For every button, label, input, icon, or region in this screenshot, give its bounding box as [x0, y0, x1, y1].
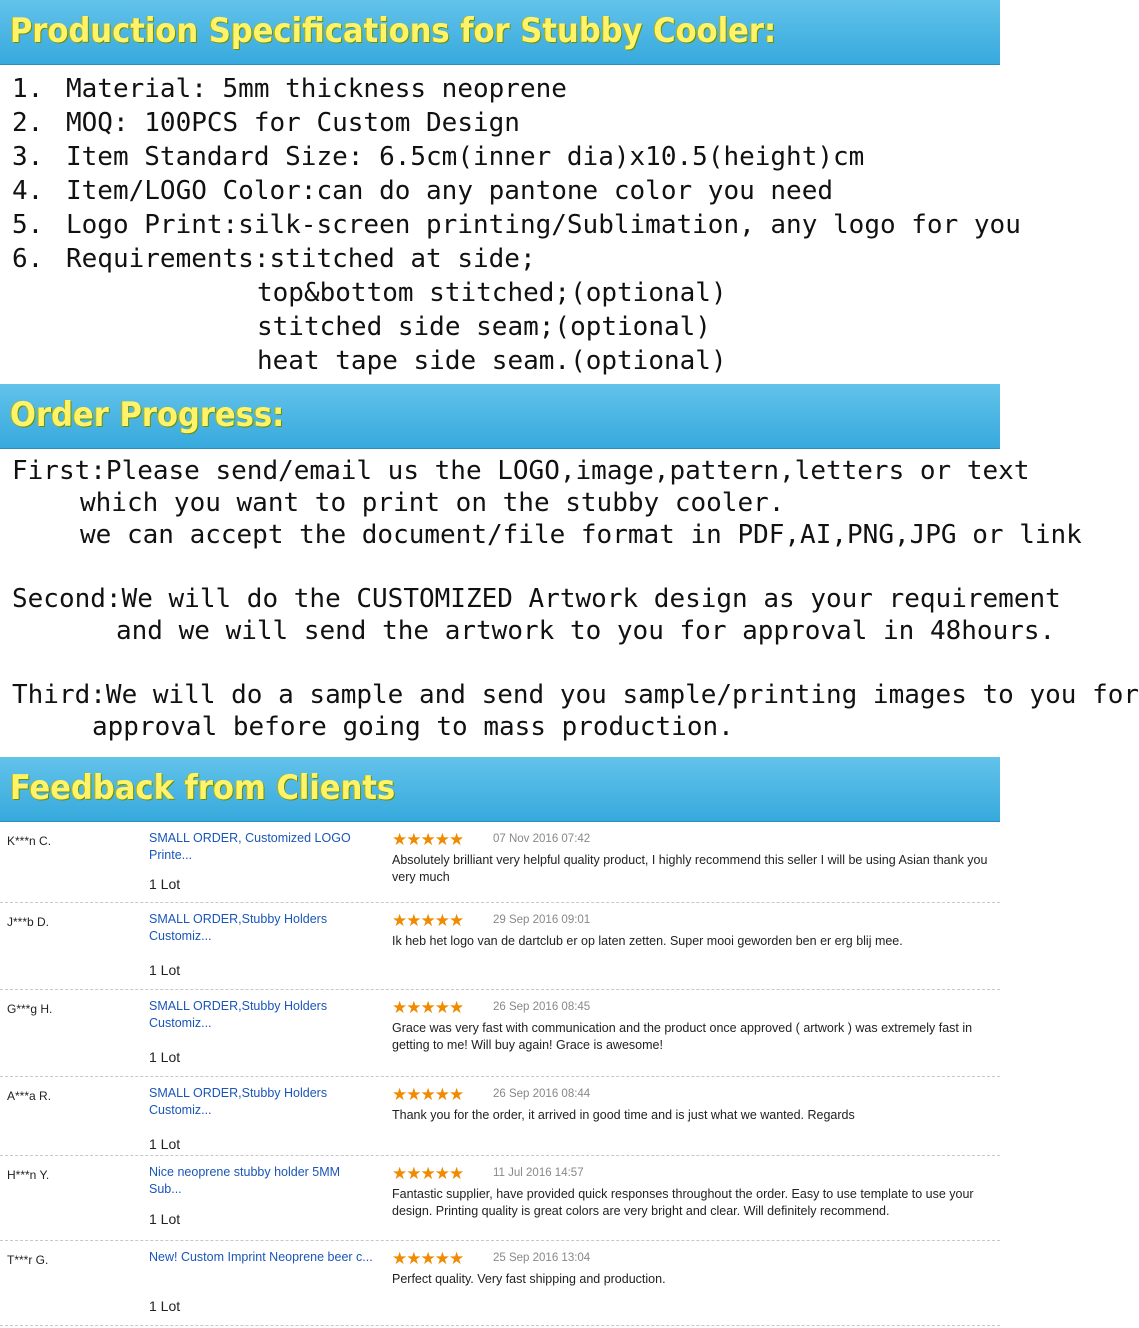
spec-item-text: Requirements:stitched at side; — [66, 244, 536, 274]
order-step-second: Second:We will do the CUSTOMIZED Artwork design as your requirement — [12, 584, 1061, 614]
review-row — [0, 903, 1000, 990]
order-title: Order Progress: — [10, 395, 285, 436]
order-quantity: 1 Lot — [149, 1298, 181, 1314]
order-step-first: First:Please send/email us the LOGO,image,pattern,letters or text — [12, 456, 1030, 486]
order-quantity: 1 Lot — [149, 1049, 181, 1065]
product-link[interactable]: SMALL ORDER,Stubby Holders Customiz... — [149, 1086, 328, 1117]
spec-item-number: 2. — [12, 108, 44, 138]
spec-item-text: Logo Print:silk-screen printing/Sublimation, any logo for you — [66, 210, 1021, 240]
review-text: Ik heb het logo van de dartclub er op laten zetten. Super mooi geworden ben er erg blij mee. — [392, 934, 903, 948]
spec-banner — [0, 0, 1000, 65]
order-step-third-cont: approval before going to mass production. — [92, 712, 734, 742]
feedback-banner — [0, 757, 1000, 822]
spec-item-text: Item/LOGO Color:can do any pantone color you need — [66, 176, 834, 206]
order-quantity: 1 Lot — [149, 962, 181, 978]
product-link[interactable]: SMALL ORDER,Stubby Holders Customiz... — [149, 999, 328, 1030]
review-text: Grace was very fast with communication and the product once approved ( artwork ) was extremely fast in getting to me! Will buy again! Grace is awesome! — [392, 1021, 973, 1052]
product-link[interactable]: SMALL ORDER, Customized LOGO Printe... — [149, 831, 351, 862]
rating-stars-icon: ★★★★★ — [392, 1085, 464, 1104]
review-text: Absolutely brilliant very helpful quality product, I highly recommend this seller I will be using Asian thank you very much — [392, 853, 988, 884]
review-text: Perfect quality. Very fast shipping and production. — [392, 1272, 666, 1286]
requirement-option: top&bottom stitched;(optional) — [257, 278, 727, 308]
order-step-first-cont: we can accept the document/file format in PDF,AI,PNG,JPG or link — [80, 520, 1082, 550]
product-link[interactable]: SMALL ORDER,Stubby Holders Customiz... — [149, 912, 328, 943]
order-step-third: Third:We will do a sample and send you sample/printing images to you for — [12, 680, 1139, 710]
reviewer-name: T***r G. — [7, 1253, 49, 1267]
review-text: Fantastic supplier, have provided quick responses throughout the order. Easy to use template to use your design. Printing quality is great colors are very bright and clear. Will definitely recommend. — [392, 1187, 974, 1218]
review-row — [0, 1156, 1000, 1241]
product-link[interactable]: New! Custom Imprint Neoprene beer c... — [149, 1250, 373, 1264]
product-link[interactable]: Nice neoprene stubby holder 5MM Sub... — [149, 1165, 341, 1196]
review-date: 11 Jul 2016 14:57 — [493, 1167, 584, 1179]
requirement-option: heat tape side seam.(optional) — [257, 346, 727, 376]
order-step-first-cont: which you want to print on the stubby cooler. — [80, 488, 785, 518]
reviewer-name: A***a R. — [7, 1089, 52, 1103]
review-date: 26 Sep 2016 08:45 — [493, 1001, 591, 1013]
order-step-second-cont: and we will send the artwork to you for approval in 48hours. — [116, 616, 1056, 646]
feedback-title: Feedback from Clients — [10, 768, 396, 809]
requirement-option: stitched side seam;(optional) — [257, 312, 711, 342]
rating-stars-icon: ★★★★★ — [392, 1164, 464, 1183]
review-text: Thank you for the order, it arrived in good time and is just what we wanted. Regards — [392, 1108, 855, 1122]
spec-item-number: 3. — [12, 142, 44, 172]
review-date: 25 Sep 2016 13:04 — [493, 1252, 591, 1264]
review-row — [0, 1241, 1000, 1326]
order-quantity: 1 Lot — [149, 876, 181, 892]
spec-item-text: MOQ: 100PCS for Custom Design — [66, 108, 520, 138]
rating-stars-icon: ★★★★★ — [392, 1249, 464, 1268]
review-date: 07 Nov 2016 07:42 — [493, 833, 591, 845]
order-banner — [0, 384, 1000, 449]
rating-stars-icon: ★★★★★ — [392, 998, 464, 1017]
spec-title: Production Specifications for Stubby Cooler: — [10, 11, 777, 52]
reviewer-name: G***g H. — [7, 1002, 53, 1016]
reviewer-name: K***n C. — [7, 834, 52, 848]
spec-item-text: Material: 5mm thickness neoprene — [66, 74, 567, 104]
review-row — [0, 1077, 1000, 1156]
spec-item-number: 5. — [12, 210, 44, 240]
review-row — [0, 822, 1000, 903]
order-quantity: 1 Lot — [149, 1136, 181, 1152]
spec-item-number: 1. — [12, 74, 44, 104]
reviewer-name: J***b D. — [7, 915, 50, 929]
review-date: 29 Sep 2016 09:01 — [493, 914, 591, 926]
review-date: 26 Sep 2016 08:44 — [493, 1088, 591, 1100]
review-row — [0, 990, 1000, 1077]
spec-item-number: 6. — [12, 244, 44, 274]
rating-stars-icon: ★★★★★ — [392, 911, 464, 930]
spec-item-text: Item Standard Size: 6.5cm(inner dia)x10.5(height)cm — [66, 142, 865, 172]
rating-stars-icon: ★★★★★ — [392, 830, 464, 849]
order-quantity: 1 Lot — [149, 1211, 181, 1227]
spec-item-number: 4. — [12, 176, 44, 206]
reviewer-name: H***n Y. — [7, 1168, 50, 1182]
